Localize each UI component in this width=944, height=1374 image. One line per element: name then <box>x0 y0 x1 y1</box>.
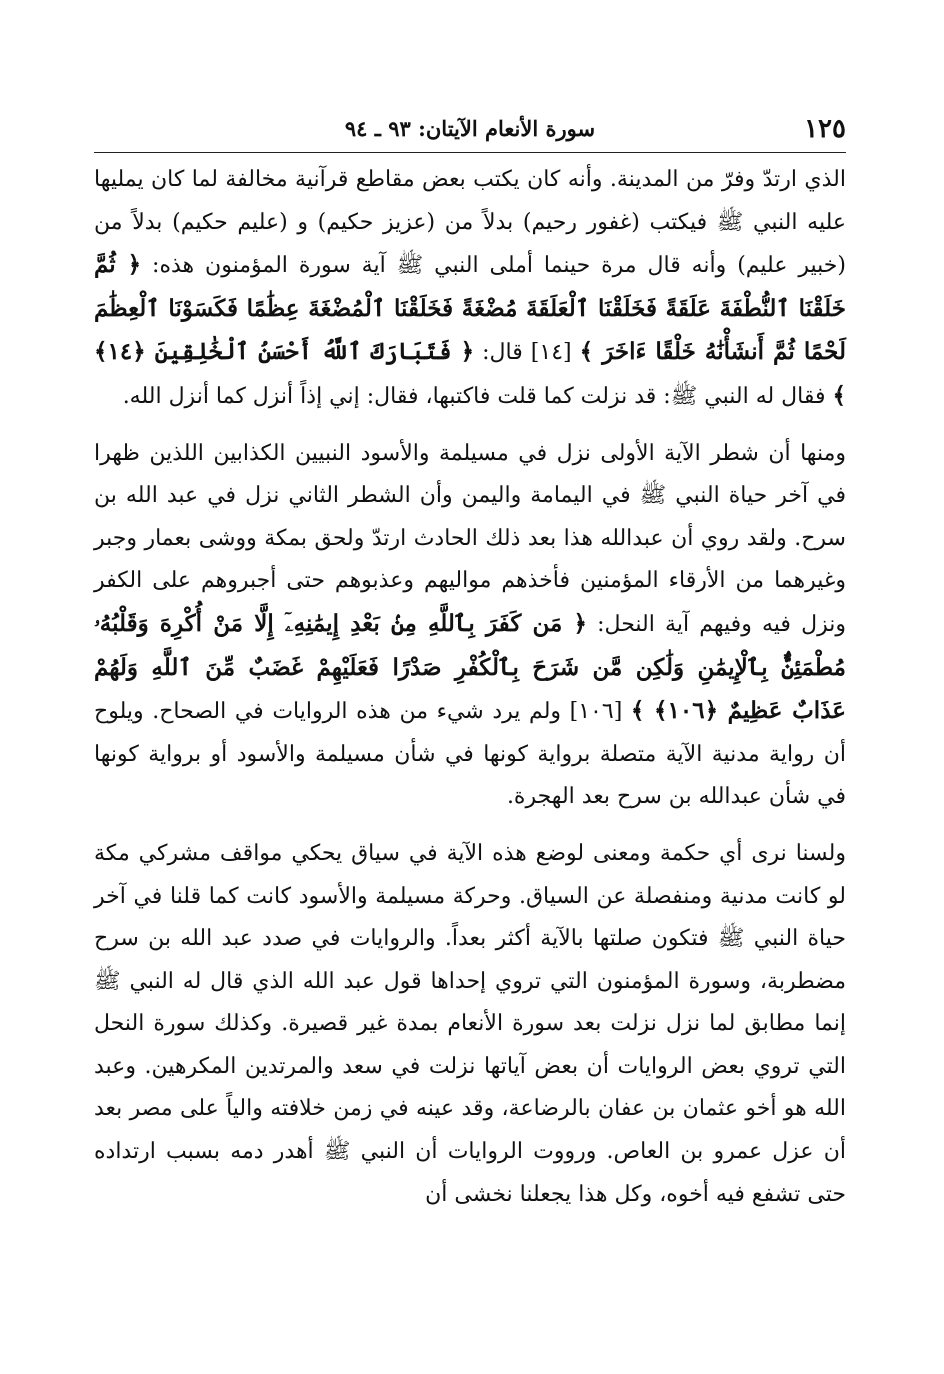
running-header <box>94 108 846 153</box>
text-segment: فقال له النبي ﷺ: قد نزلت كما قلت فاكتبها، فقال: إني إذاً أنزل كما أنزل الله. <box>122 383 833 409</box>
paragraph <box>94 833 846 1216</box>
text-segment: [١٤] قال: <box>474 340 580 366</box>
quran-verse: ﴿ ثُمَّ خَلَقْنَا ٱلنُّطْفَةَ عَلَقَةً فَخَلَقْنَا ٱلْعَلَقَةَ مُضْغَةً فَخَلَقْنَا ٱلْمُضْغَةَ عِظَٰمًا فَكَسَوْنَا ٱلْعِظَٰمَ لَحْمًا ثُمَّ أَنشَأْنَٰهُ خَلْقًا ءَاخَرَ ﴾ <box>94 251 846 366</box>
book-page <box>94 108 846 1216</box>
page-number: ١٢٥ <box>804 114 846 144</box>
text-segment: الذي ارتدّ وفرّ من المدينة. وأنه كان يكتب بعض مقاطع قرآنية مخالفة لما كان يمليها عليه النبي ﷺ فيكتب (غفور رحيم) بدلاً من (عزيز حكيم) و (عليم حكيم) بدلاً من (خبير عليم) وأنه قال مرة حينما أملى النبي ﷺ آية سورة المؤمنون هذه: <box>94 167 846 279</box>
paragraph <box>94 159 846 419</box>
paragraph <box>94 433 846 819</box>
text-segment: ومنها أن شطر الآية الأولى نزل في مسيلمة والأسود النبيين الكذابين اللذين ظهرا في آخر حياة النبي ﷺ في اليمامة واليمن وأن الشطر الثاني نزل في عبد الله بن سرح. ولقد روي أن عبدالله هذا بعد ذلك الحادث ارتدّ ولحق بمكة ووشى بعمار وجبر وغيرهما من الأرقاء المؤمنين فأخذهم مواليهم وعذبوهم حتى أجبروهم على الكفر ونزل فيه وفيهم آية النحل: <box>94 440 847 637</box>
text-segment: [١٠٦] ولم يرد شيء من هذه الروايات في الصحاح. ويلوح أن رواية مدنية الآية متصلة برواية كونها في شأن مسيلمة والأسود أو برواية كونها في شأن عبدالله بن سرح بعد الهجرة. <box>94 699 846 810</box>
body-text <box>94 159 846 1216</box>
text-segment: ولسنا نرى أي حكمة ومعنى لوضع هذه الآية في سياق يحكي مواقف مشركي مكة لو كانت مدنية ومنفصلة عن السياق. وحركة مسيلمة والأسود كانت كما قلنا في آخر حياة النبي ﷺ فتكون صلتها بالآية أكثر بعداً. والروايات في صدد عبد الله بن سرح مضطربة، وسورة المؤمنون التي تروي إحداها قول عبد الله الذي قال له النبي ﷺ إنما مطابق لما نزل نزلت بعد سورة الأنعام بمدة غير قصيرة. وكذلك سورة النحل التي تروي بعض الروايات أن بعض آياتها نزلت في سعد والمرتدين المكرهين. وعبد الله هو أخو عثمان بن عفان بالرضاعة، وقد عينه في زمن خلافته والياً على مصر بعد أن عزل عمرو بن العاص. ورووت الروايات أن النبي ﷺ أهدر دمه بسبب ارتداده حتى تشفع فيه أخوه، وكل هذا يجعلنا نخشى أن <box>94 840 847 1207</box>
surah-title: سورة الأنعام الآيتان: ٩٣ ـ ٩٤ <box>344 116 596 141</box>
quran-verse: ﴿ فَتَبَارَكَ ٱللَّهُ أَحْسَنُ ٱلْخَٰلِقِينَ ﴿١٤﴾ ﴾ <box>94 338 846 409</box>
quran-verse: ﴿ مَن كَفَرَ بِٱللَّهِ مِنۢ بَعْدِ إِيمَٰنِهِۦٓ إِلَّا مَنْ أُكْرِهَ وَقَلْبُهُۥ مُطْمَئِنٌّۢ بِٱلْإِيمَٰنِ وَلَٰكِن مَّن شَرَحَ بِٱلْكُفْرِ صَدْرًا فَعَلَيْهِمْ غَضَبٌ مِّنَ ٱللَّهِ وَلَهُمْ عَذَابٌ عَظِيمٌ ﴿١٠٦﴾ ﴾ <box>94 609 846 725</box>
